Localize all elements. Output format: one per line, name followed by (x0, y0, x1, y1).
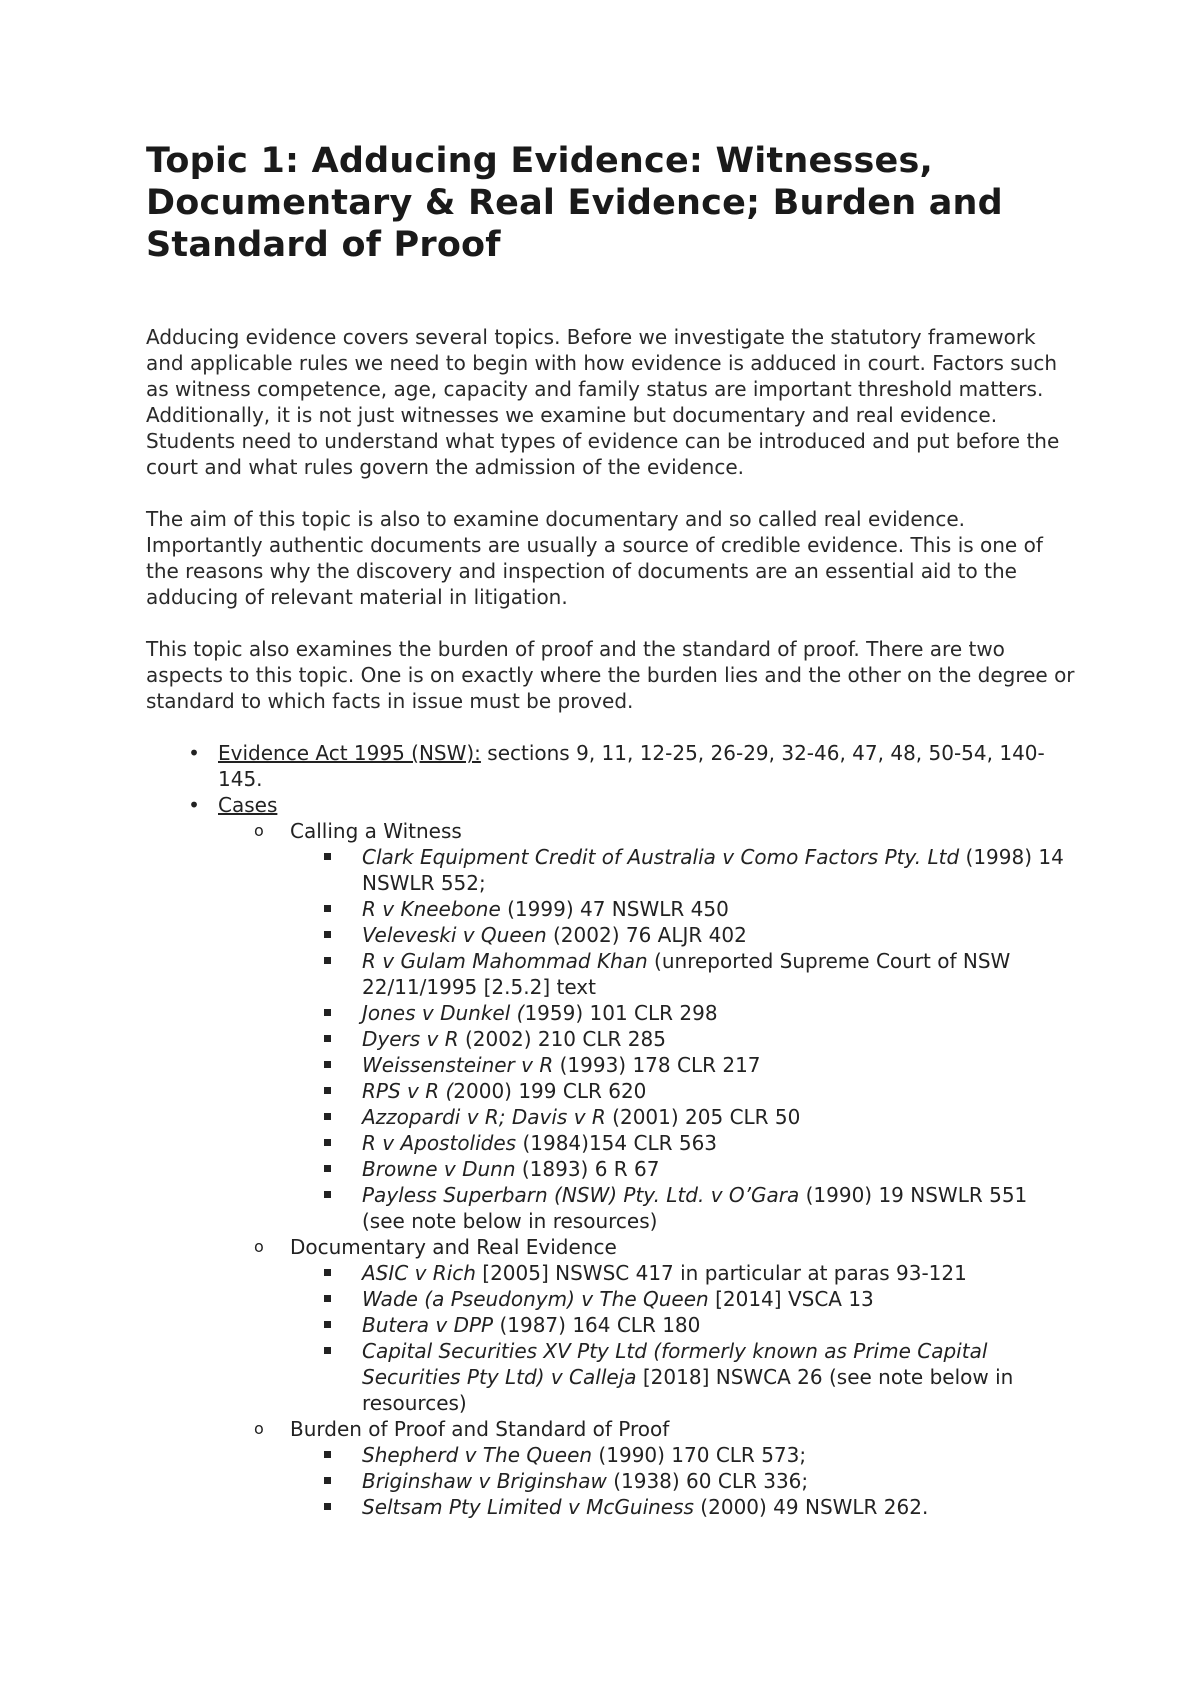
case-group-documentary-and-real-evidence (218, 1234, 1076, 1416)
bullet-icon: • (188, 741, 200, 765)
square-bullet-icon (324, 1477, 331, 1484)
case-citation: [2014] VSCA 13 (708, 1287, 874, 1311)
reading-list (146, 740, 1076, 1520)
square-bullet-icon (324, 1139, 331, 1146)
page-title: Topic 1: Adducing Evidence: Witnesses, Documentary & Real Evidence; Burden and Standard of Proof (146, 141, 1003, 265)
case-name: Seltsam Pty Limited v McGuiness (362, 1495, 694, 1519)
case-citation: [2018] NSWCA 26 (see note below in resources) (362, 1365, 1014, 1415)
case-name: Capital Securities XV Pty Ltd (formerly known as Prime Capital Securities Pty Ltd) v Calleja (362, 1339, 988, 1389)
case-citation: [2005] NSWSC 417 in particular at paras 93-121 (475, 1261, 967, 1285)
square-bullet-icon (324, 1113, 331, 1120)
case-citation: (1987) 164 CLR 180 (493, 1313, 701, 1337)
document-content (146, 140, 1076, 1520)
square-bullet-icon (324, 1295, 331, 1302)
case-item (290, 948, 1076, 1000)
square-bullet-icon (324, 853, 331, 860)
square-bullet-icon (324, 1087, 331, 1094)
square-bullet-icon (324, 1191, 331, 1198)
case-group-heading: Documentary and Real Evidence (290, 1235, 617, 1259)
case-item (290, 1260, 1076, 1286)
case-citation: (2001) 205 CLR 50 (605, 1105, 801, 1129)
circle-bullet-icon: o (254, 821, 264, 840)
case-citation: 2000) 199 CLR 620 (453, 1079, 647, 1103)
case-name: R v Gulam Mahommad Khan (362, 949, 648, 973)
circle-bullet-icon: o (254, 1419, 264, 1438)
case-list (290, 1442, 1076, 1520)
case-item (290, 1000, 1076, 1026)
case-citation: (1938) 60 CLR 336; (613, 1469, 809, 1493)
square-bullet-icon (324, 957, 331, 964)
evidence-act-link[interactable]: Evidence Act 1995 (NSW): (218, 741, 481, 765)
case-name: R v Apostolides (362, 1131, 517, 1155)
case-name: Dyers v R (362, 1027, 465, 1051)
case-item (290, 922, 1076, 948)
case-name: RPS v R ( (362, 1079, 454, 1103)
square-bullet-icon (324, 1347, 331, 1354)
aim-paragraph: The aim of this topic is also to examine documentary and so called real evidence. Importantly authentic documents are usually a source of credible evidence. This is one of the reasons why the discovery and inspection of documents are an essential aid to the adducing of relevant material in litigation. (146, 507, 1043, 609)
list-item-evidence-act (146, 740, 1076, 792)
bullet-icon: • (188, 793, 200, 817)
case-citation: (2002) 76 ALJR 402 (546, 923, 747, 947)
case-citation: (1998) 14 NSWLR 552; (362, 845, 1064, 895)
cases-link[interactable]: Cases (218, 793, 278, 817)
case-citation: 1959) 101 CLR 298 (524, 1001, 718, 1025)
case-item (290, 1312, 1076, 1338)
square-bullet-icon (324, 931, 331, 938)
square-bullet-icon (324, 1503, 331, 1510)
burden-paragraph: This topic also examines the burden of proof and the standard of proof. There are two aspects to this topic. One is on exactly where the burden lies and the other on the degree or standard to which facts in issue must be proved. (146, 637, 1075, 713)
square-bullet-icon (324, 1061, 331, 1068)
square-bullet-icon (324, 1009, 331, 1016)
square-bullet-icon (324, 1269, 331, 1276)
square-bullet-icon (324, 1451, 331, 1458)
case-name: ASIC v Rich (362, 1261, 476, 1285)
case-name: Clark Equipment Credit of Australia v Como Factors Pty. Ltd (362, 845, 960, 869)
case-citation: (1993) 178 CLR 217 (559, 1053, 761, 1077)
case-citation: (1990) 19 NSWLR 551 (see note below in resources) (362, 1183, 1028, 1233)
case-item (290, 1286, 1076, 1312)
case-citation: (2002) 210 CLR 285 (465, 1027, 666, 1051)
evidence-act-sections: sections 9, 11, 12-25, 26-29, 32-46, 47, 48, 50-54, 140-145. (218, 741, 1045, 791)
case-group-heading: Calling a Witness (290, 819, 462, 843)
case-item (290, 1078, 1076, 1104)
square-bullet-icon (324, 1321, 331, 1328)
case-citation: (1990) 170 CLR 573; (592, 1443, 807, 1467)
case-name: Azzopardi v R; Davis v R (362, 1105, 606, 1129)
case-name: Butera v DPP (362, 1313, 494, 1337)
case-name: Payless Superbarn (NSW) Pty. Ltd. v O’Gara (362, 1183, 800, 1207)
case-item (290, 1338, 1076, 1416)
case-item (290, 1104, 1076, 1130)
case-item (290, 1052, 1076, 1078)
case-name: Briginshaw v Briginshaw (362, 1469, 614, 1493)
case-name: Veleveski v Queen (362, 923, 547, 947)
case-citation: (2000) 49 NSWLR 262. (693, 1495, 929, 1519)
intro-paragraph: Adducing evidence covers several topics. Before we investigate the statutory framework and applicable rules we need to begin with how evidence is adduced in court. Factors such as witness competence, age, capacity and family status are important threshold matters. Additionally, it is not just witnesses we examine but documentary and real evidence. Students need to understand what types of evidence can be introduced and put before the court and what rules govern the admission of the evidence. (146, 325, 1060, 479)
case-name: Wade (a Pseudonym) v The Queen (362, 1287, 709, 1311)
case-name: Browne v Dunn (362, 1157, 516, 1181)
case-item (290, 1130, 1076, 1156)
case-group-heading: Burden of Proof and Standard of Proof (290, 1417, 670, 1441)
case-item (290, 1494, 1076, 1520)
case-group-burden-and-standard-of-proof (218, 1416, 1076, 1520)
case-list (290, 1260, 1076, 1416)
case-item (290, 844, 1076, 896)
square-bullet-icon (324, 905, 331, 912)
case-citation: (1999) 47 NSWLR 450 (507, 897, 729, 921)
square-bullet-icon (324, 1165, 331, 1172)
case-item (290, 1182, 1076, 1234)
list-item-cases (146, 792, 1076, 1520)
case-citation: (1893) 6 R 67 (515, 1157, 660, 1181)
case-list (290, 844, 1076, 1234)
case-name: Jones v Dunkel ( (362, 1001, 525, 1025)
case-name: Shepherd v The Queen (362, 1443, 593, 1467)
circle-bullet-icon: o (254, 1237, 264, 1256)
square-bullet-icon (324, 1035, 331, 1042)
case-name: R v Kneebone (362, 897, 508, 921)
case-item (290, 896, 1076, 922)
case-citation: (unreported Supreme Court of NSW 22/11/1995 [2.5.2] text (362, 949, 1011, 999)
case-item (290, 1468, 1076, 1494)
case-item (290, 1156, 1076, 1182)
case-item (290, 1442, 1076, 1468)
case-name: Weissensteiner v R (362, 1053, 560, 1077)
case-item (290, 1026, 1076, 1052)
case-groups (218, 818, 1076, 1520)
case-citation: (1984)154 CLR 563 (516, 1131, 718, 1155)
case-group-calling-a-witness (218, 818, 1076, 1234)
